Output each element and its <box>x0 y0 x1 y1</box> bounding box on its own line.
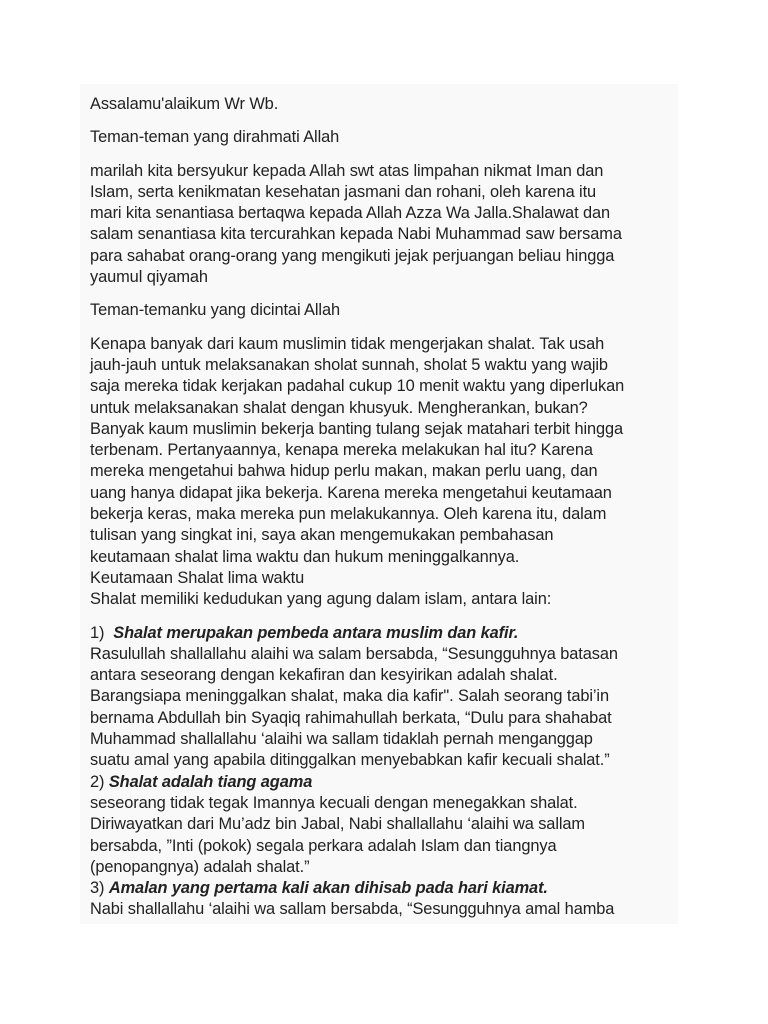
paragraph-line: Islam, serta kenikmatan kesehatan jasmani dan rohani, oleh karena itu <box>90 182 597 201</box>
paragraph-line: suatu amal yang apabila ditinggalkan menyebabkan kafir kecuali shalat.” <box>90 751 610 770</box>
paragraph-line: untuk melaksanakan shalat dengan khusyuk. Mengherankan, bukan? <box>90 398 588 417</box>
point-1-heading <box>90 623 678 644</box>
paragraph-line: saja mereka tidak kerjakan padahal cukup 10 menit waktu yang diperlukan <box>90 377 625 396</box>
paragraph-line: terbenam. Pertanyaannya, kenapa mereka melakukan hal itu? Karena <box>90 441 593 460</box>
point-2 <box>90 772 678 878</box>
point-number: 3) <box>90 879 105 898</box>
paragraph-line: Diriwayatkan dari Mu’adz bin Jabal, Nabi shallallahu ‘alaihi wa sallam <box>90 815 585 834</box>
paragraph-line: bersabda, ”Inti (pokok) segala perkara adalah Islam dan tiangnya <box>90 836 557 855</box>
address-line: Teman-teman yang dirahmati Allah <box>90 128 340 147</box>
intro-paragraph <box>90 161 678 289</box>
paragraph-line: uang hanya didapat jika bekerja. Karena mereka mengetahui keutamaan <box>90 483 612 502</box>
point-number: 1) <box>90 623 105 642</box>
paragraph-line: Kenapa banyak dari kaum muslimin tidak mengerjakan shalat. Tak usah <box>90 334 605 353</box>
paragraph-line: yaumul qiyamah <box>90 268 208 287</box>
point-title: Amalan yang pertama kali akan dihisab pada hari kiamat. <box>108 879 548 898</box>
section-heading: Keutamaan Shalat lima waktu <box>90 568 305 587</box>
paragraph-line: tulisan yang singkat ini, saya akan mengemukakan pembahasan <box>90 526 554 545</box>
point-number: 2) <box>90 772 105 791</box>
document-text <box>90 94 678 921</box>
paragraph-line: bekerja keras, maka mereka pun melakukannya. Oleh karena itu, dalam <box>90 505 607 524</box>
paragraph-line: Banyak kaum muslimin bekerja banting tulang sejak matahari terbit hingga <box>90 419 624 438</box>
paragraph-line: para sahabat orang-orang yang mengikuti jejak perjuangan beliau hingga <box>90 246 615 265</box>
point-1 <box>90 623 678 772</box>
paragraph-line: bernama Abdullah bin Syaqiq rahimahullah berkata, “Dulu para shahabat <box>90 708 612 727</box>
paragraph-line: mereka mengetahui bahwa hidup perlu makan, makan perlu uang, dan <box>90 462 598 481</box>
paragraph-line: marilah kita bersyukur kepada Allah swt atas limpahan nikmat Iman dan <box>90 161 604 180</box>
point-3-heading <box>90 878 678 899</box>
address-line: Teman-temanku yang dicintai Allah <box>90 301 340 320</box>
paragraph-line: mari kita senantiasa bertaqwa kepada Allah Azza Wa Jalla.Shalawat dan <box>90 204 611 223</box>
point-2-heading <box>90 772 678 793</box>
greeting: Assalamu'alaikum Wr Wb. <box>90 95 279 113</box>
document-page <box>80 84 678 924</box>
paragraph-line: seseorang tidak tegak Imannya kecuali dengan menegakkan shalat. <box>90 793 578 812</box>
paragraph-line: Shalat memiliki kedudukan yang agung dalam islam, antara lain: <box>90 590 552 609</box>
body-paragraph <box>90 334 678 611</box>
point-3 <box>90 878 678 921</box>
paragraph-line: salam senantiasa kita tercurahkan kepada Nabi Muhammad saw bersama <box>90 225 622 244</box>
paragraph-line: Muhammad shallallahu ‘alaihi wa sallam tidaklah pernah menganggap <box>90 730 593 749</box>
paragraph-line: Rasulullah shallallahu alaihi wa salam bersabda, “Sesungguhnya batasan <box>90 644 618 663</box>
paragraph-line: (penopangnya) adalah shalat.” <box>90 857 310 876</box>
paragraph-line: keutamaan shalat lima waktu dan hukum meninggalkannya. <box>90 547 520 566</box>
paragraph-line: antara seseorang dengan kekafiran dan kesyirikan adalah shalat. <box>90 666 558 685</box>
paragraph-line: Nabi shallallahu ‘alaihi wa sallam bersabda, “Sesungguhnya amal hamba <box>90 900 615 919</box>
point-title: Shalat adalah tiang agama <box>108 772 313 791</box>
paragraph-line: Barangsiapa meninggalkan shalat, maka dia kafir". Salah seorang tabi’in <box>90 687 609 706</box>
paragraph-line: jauh-jauh untuk melaksanakan sholat sunnah, sholat 5 waktu yang wajib <box>90 355 608 374</box>
point-title: Shalat merupakan pembeda antara muslim dan kafir. <box>113 623 519 642</box>
